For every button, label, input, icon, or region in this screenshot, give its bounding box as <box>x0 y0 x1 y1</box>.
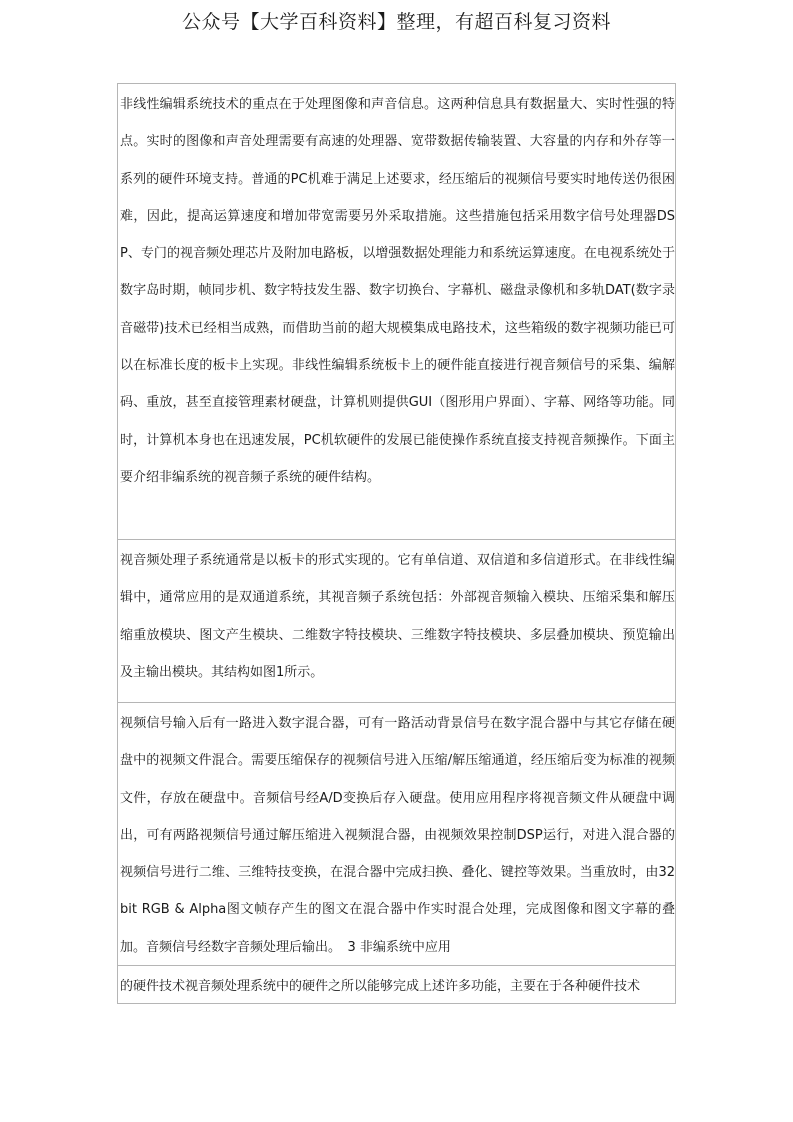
paragraph-signal-flow: 视频信号输入后有一路进入数字混合器，可有一路活动背景信号在数字混合器中与其它存储在硬盘中的视频文件混合。需要压缩保存的视频信号进入压缩/解压缩通道，经压缩后变为标准的视频文件，存放在硬盘中。音频信号经A/D变换后存入硬盘。使用应用程序将视音频文件从硬盘中调出，可有两路视频信号通过解压缩进入视频混合器，由视频效果控制DSP运行，对进入混合器的视频信号进行二维、三维特技变换，在混合器中完成扫换、叠化、键控等效果。当重放时，由32bit RGB & Alpha图文帧存产生的图文在混合器中作实时混合处理，完成图像和图文字幕的叠加。音频信号经数字音频处理后输出。 3 非编系统中应用 <box>118 702 675 965</box>
paragraph-hardware-tech: 的硬件技术视音频处理系统中的硬件之所以能够完成上述许多功能，主要在于各种硬件技术 <box>118 965 675 1003</box>
paragraph-nonlinear-editing-intro: 非线性编辑系统技术的重点在于处理图像和声音信息。这两种信息具有数据量大、实时性强的特点。实时的图像和声音处理需要有高速的处理器、宽带数据传输装置、大容量的内存和外存等一系列的硬件环境支持。普通的PC机难于满足上述要求，经压缩后的视频信号要实时地传送仍很困难，因此，提高运算速度和增加带宽需要另外采取措施。这些措施包括采用数字信号处理器DSP、专门的视音频处理芯片及附加电路板，以增强数据处理能力和系统运算速度。在电视系统处于数字岛时期，帧同步机、数字特技发生器、数字切换台、字幕机、磁盘录像机和多轨DAT(数字录音磁带)技术已经相当成熟，而借助当前的超大规模集成电路技术，这些箱级的数字视频功能已可以在标准长度的板卡上实现。非线性编辑系统板卡上的硬件能直接进行视音频信号的采集、编解码、重放，甚至直接管理素材硬盘，计算机则提供GUI（图形用户界面）、字幕、网络等功能。同时，计算机本身也在迅速发展，PC机软硬件的发展已能使操作系统直接支持视音频操作。下面主要介绍非编系统的视音频子系统的硬件结构。 <box>120 97 675 485</box>
paragraph-av-subsystem: 视音频处理子系统通常是以板卡的形式实现的。它有单信道、双信道和多信道形式。在非线性编辑中，通常应用的是双通道系统，其视音频子系统包括：外部视音频输入模块、压缩采集和解压缩重放模块、图文产生模块、二维数字特技模块、三维数字特技模块、多层叠加模块、预览输出及主输出模块。其结构如图1所示。 <box>118 539 675 702</box>
page-header-title: 公众号【大学百科资料】整理，有超百科复习资料 <box>181 11 611 33</box>
content-table <box>117 83 676 1004</box>
